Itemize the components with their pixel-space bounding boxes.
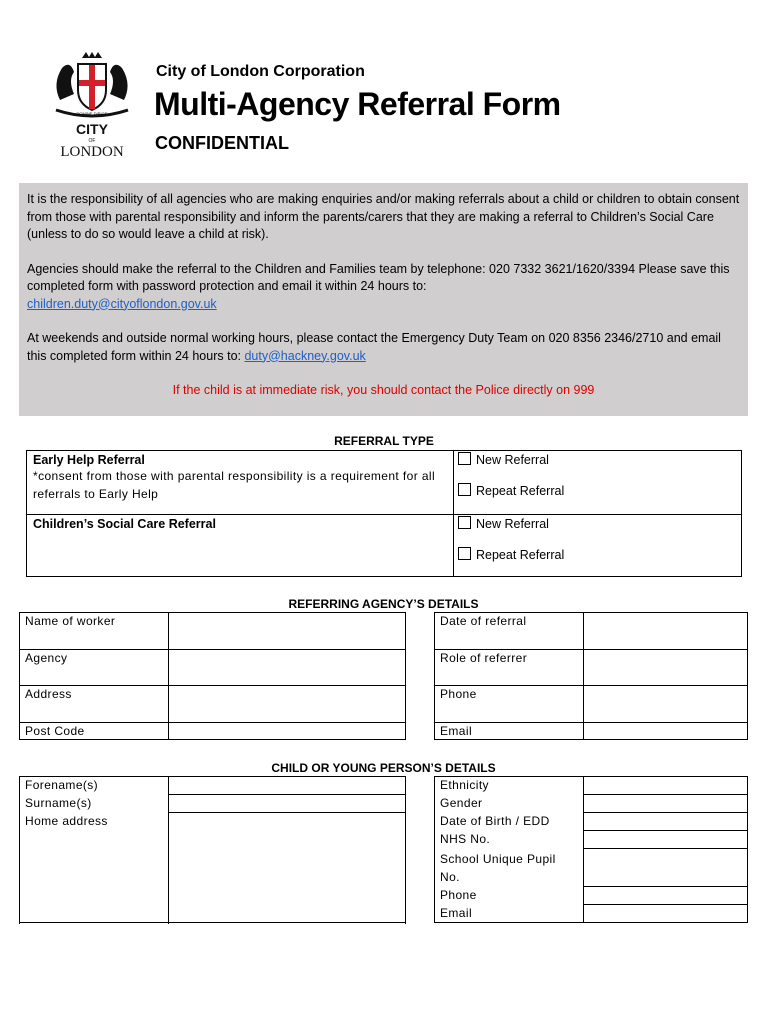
referrer-role-field[interactable]: [584, 650, 748, 686]
city-of-london-crest-logo: [46, 50, 138, 162]
referral-paragraph: [27, 261, 740, 314]
consent-paragraph: It is the responsibility of all agencies who are making enquiries and/or making referrals about a child or children to obtain consent from those with parental responsibility and inform the parents/carers that they are making a referral to Children’s Social Care (unless to do so would leave a child at risk).: [27, 192, 740, 241]
child-label-dob: Date of Birth / EDD: [435, 813, 584, 831]
early-help-consent-note: *consent from those with parental responsibility is a requirement for all referrals to Early Help: [33, 469, 436, 501]
postcode-field[interactable]: [169, 723, 406, 740]
referral-type-heading: REFERRAL TYPE: [334, 434, 434, 448]
early-help-new-checkbox[interactable]: [458, 452, 471, 465]
hackney-duty-email-link[interactable]: duty@hackney.gov.uk: [244, 348, 366, 363]
address-field[interactable]: [169, 686, 406, 723]
logo-london: LONDON: [60, 144, 124, 160]
child-label-home-address: Home address: [20, 813, 169, 923]
child-label-forename: Forename(s): [20, 777, 169, 795]
agency-phone-field[interactable]: [584, 686, 748, 723]
early-help-options: [454, 451, 742, 515]
confidential-label: CONFIDENTIAL: [155, 133, 289, 153]
referral-type-table: [26, 450, 742, 577]
form-title: Multi-Agency Referral Form: [154, 86, 561, 122]
worker-name-field[interactable]: [169, 613, 406, 650]
upn-field[interactable]: [584, 849, 748, 887]
home-address-field[interactable]: [169, 813, 406, 923]
early-help-cell: [27, 451, 454, 515]
nhs-number-field[interactable]: [584, 831, 748, 849]
social-care-new-option[interactable]: New Referral: [458, 516, 737, 532]
child-label-upn: School Unique Pupil No.: [435, 849, 584, 887]
child-phone-field[interactable]: [584, 887, 748, 905]
social-care-repeat-checkbox[interactable]: [458, 547, 471, 560]
gender-field[interactable]: [584, 795, 748, 813]
child-label-phone: Phone: [435, 887, 584, 905]
social-care-label: Children’s Social Care Referral: [27, 515, 454, 577]
logo-motto: DOMINE DIRIGE: [76, 111, 108, 116]
early-help-label: Early Help Referral: [33, 453, 145, 467]
agency-label-worker: Name of worker: [20, 613, 169, 650]
out-of-hours-text: At weekends and outside normal working hours, please contact the Emergency Duty Team on 020 8356 2346/2710 and email this completed form within 24 hours to:: [27, 331, 721, 363]
children-duty-email-link[interactable]: children.duty@cityoflondon.gov.uk: [27, 296, 217, 311]
agency-field[interactable]: [169, 650, 406, 686]
surname-field[interactable]: [169, 795, 406, 813]
child-label-nhs: NHS No.: [435, 831, 584, 849]
organisation-name: City of London Corporation: [156, 63, 365, 80]
child-label-ethnicity: Ethnicity: [435, 777, 584, 795]
early-help-new-option[interactable]: New Referral: [458, 452, 737, 468]
immediate-risk-warning: If the child is at immediate risk, you should contact the Police directly on 999: [172, 383, 595, 397]
ethnicity-field[interactable]: [584, 777, 748, 795]
dob-field[interactable]: [584, 813, 748, 831]
agency-label-agency: Agency: [20, 650, 169, 686]
child-details-table: [19, 776, 748, 923]
agency-label-role: Role of referrer: [435, 650, 584, 686]
social-care-repeat-option[interactable]: Repeat Referral: [458, 547, 737, 563]
forename-field[interactable]: [169, 777, 406, 795]
child-email-field[interactable]: [584, 905, 748, 923]
child-details-heading: CHILD OR YOUNG PERSON’S DETAILS: [271, 761, 496, 775]
early-help-repeat-checkbox[interactable]: [458, 483, 471, 496]
child-label-surname: Surname(s): [20, 795, 169, 813]
agency-label-postcode: Post Code: [20, 723, 169, 740]
agency-label-address: Address: [20, 686, 169, 723]
agency-details-table: [19, 612, 748, 740]
child-label-email: Email: [435, 905, 584, 923]
social-care-options: [454, 515, 742, 577]
logo-city: CITY: [76, 121, 108, 137]
logo-of: OF: [88, 138, 96, 144]
referral-date-field[interactable]: [584, 613, 748, 650]
agency-label-email: Email: [435, 723, 584, 740]
instructions-panel: [19, 183, 748, 416]
agency-details-heading: REFERRING AGENCY’S DETAILS: [288, 597, 479, 611]
agency-email-field[interactable]: [584, 723, 748, 740]
agency-label-date: Date of referral: [435, 613, 584, 650]
early-help-repeat-option[interactable]: Repeat Referral: [458, 483, 737, 499]
referral-text: Agencies should make the referral to the Children and Families team by telephone: 020 7332 3621/1620/3394 Please save this completed form with password protection and email it within 24 hours to:: [27, 261, 730, 293]
out-of-hours-paragraph: [27, 330, 740, 365]
agency-label-phone: Phone: [435, 686, 584, 723]
social-care-new-checkbox[interactable]: [458, 516, 471, 529]
child-label-gender: Gender: [435, 795, 584, 813]
